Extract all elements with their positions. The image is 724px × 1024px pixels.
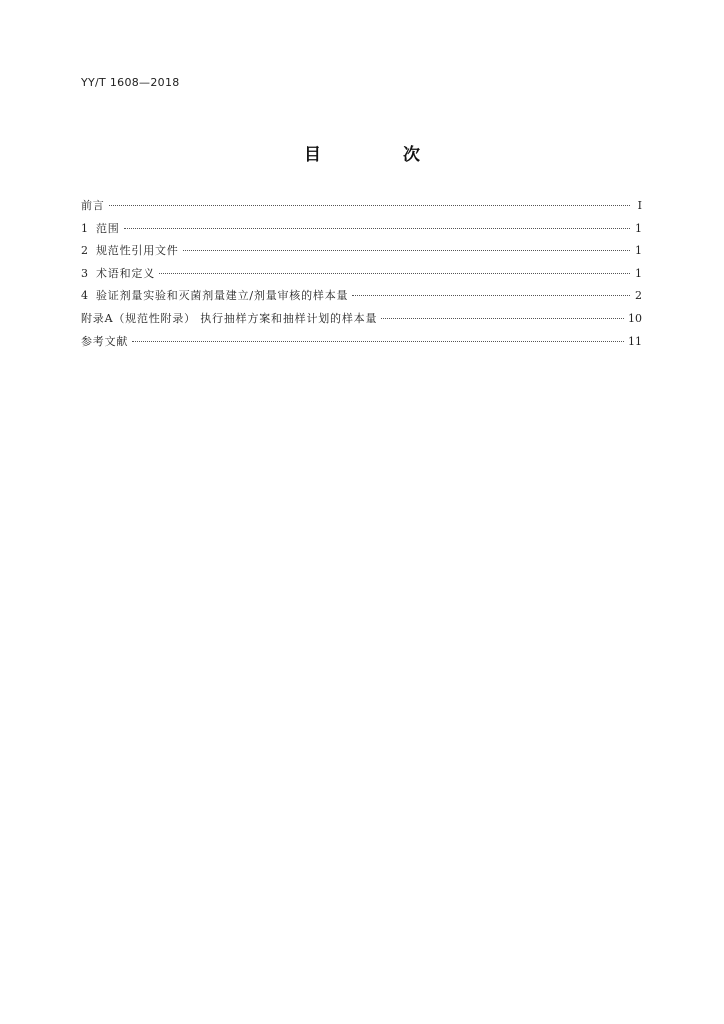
standard-code: YY/T 1608—2018 xyxy=(81,76,180,89)
toc-entry-text: 附录A（规范性附录） 执行抽样方案和抽样计划的样本量 xyxy=(81,311,378,325)
toc-entry-text: 规范性引用文件 xyxy=(96,244,179,258)
toc-entry-number: 2 xyxy=(81,244,89,258)
toc-entry-text: 参考文献 xyxy=(81,334,129,348)
toc-entry-number: 1 xyxy=(81,221,89,235)
toc-entry-label xyxy=(81,287,352,303)
toc-entry-text: 验证剂量实验和灭菌剂量建立/剂量审核的样本量 xyxy=(96,289,349,303)
toc-entry-label xyxy=(81,333,132,349)
toc-entry-text: 术语和定义 xyxy=(96,266,155,280)
toc-entry-label xyxy=(81,220,124,236)
toc-entry-normative-references[interactable] xyxy=(81,242,642,265)
page-title: 目 次 xyxy=(304,145,458,165)
dot-leader xyxy=(352,295,630,296)
toc-entry-number: 4 xyxy=(81,289,89,303)
dot-leader xyxy=(381,318,624,319)
dot-leader xyxy=(124,228,630,229)
toc-entry-sample-sizes[interactable] xyxy=(81,287,642,310)
toc-entry-label xyxy=(81,265,159,281)
toc-entry-label xyxy=(81,310,381,326)
toc-entry-text: 前言 xyxy=(81,199,105,212)
table-of-contents xyxy=(81,197,642,355)
toc-entry-foreword[interactable] xyxy=(81,197,642,220)
toc-entry-bibliography[interactable] xyxy=(81,333,642,356)
toc-entry-page: 10 xyxy=(628,311,642,325)
toc-entry-page: 1 xyxy=(635,221,642,235)
toc-entry-page: Ⅰ xyxy=(637,199,642,212)
toc-entry-label xyxy=(81,197,109,213)
toc-entry-page: 11 xyxy=(628,334,642,348)
toc-entry-terms-definitions[interactable] xyxy=(81,265,642,288)
toc-entry-scope[interactable] xyxy=(81,220,642,243)
toc-entry-text: 范围 xyxy=(96,221,120,235)
toc-entry-page: 2 xyxy=(635,289,642,303)
dot-leader xyxy=(132,341,624,342)
toc-entry-annex-a[interactable] xyxy=(81,310,642,333)
dot-leader xyxy=(159,273,630,274)
toc-entry-label xyxy=(81,242,183,258)
toc-entry-number: 3 xyxy=(81,266,89,280)
dot-leader xyxy=(183,250,630,251)
toc-entry-page: 1 xyxy=(635,266,642,280)
toc-entry-page: 1 xyxy=(635,244,642,258)
dot-leader xyxy=(109,205,630,206)
